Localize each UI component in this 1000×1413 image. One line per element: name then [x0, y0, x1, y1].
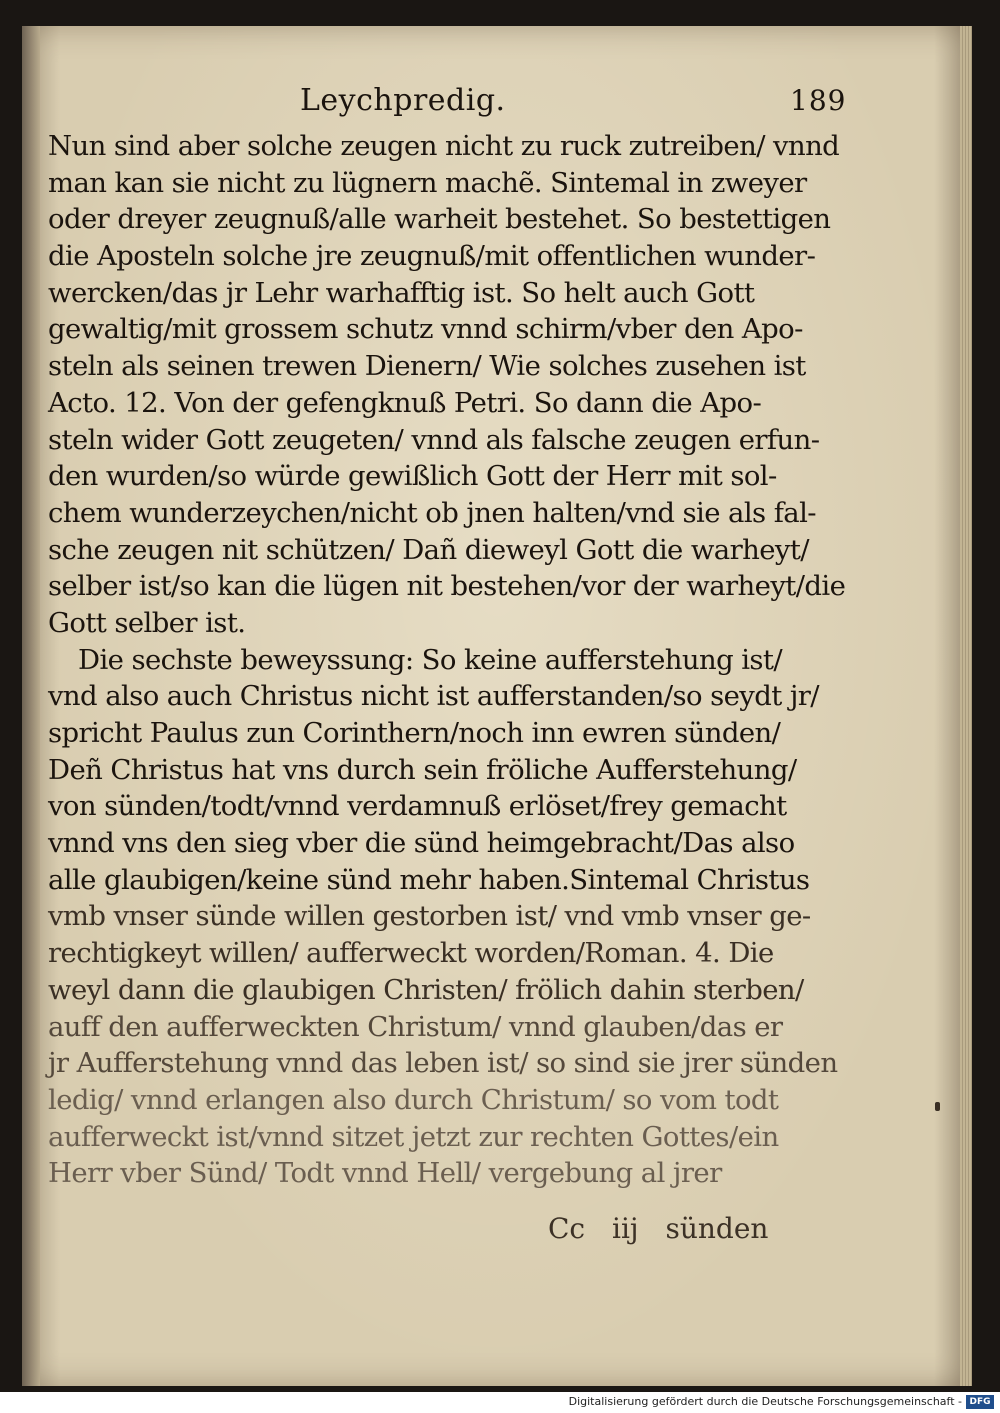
ink-speck: [935, 1102, 940, 1111]
text-line: vnd also auch Christus nicht ist aufferstanden/so seydt jr/: [48, 680, 819, 713]
page-number: 189: [790, 84, 847, 117]
text-line: man kan sie nicht zu lügnern machẽ. Sintemal in zweyer: [48, 166, 807, 199]
footer-bar: [0, 1392, 1000, 1413]
text-line: ledig/ vnnd erlangen also durch Christum/ so vom todt: [48, 1083, 779, 1116]
text-line: Herr vber Sünd/ Todt vnnd Hell/ vergebung al jrer: [48, 1157, 722, 1190]
text-line: weyl dann die glaubigen Christen/ frölich dahin sterben/: [48, 973, 804, 1006]
funding-note: Digitalisierung gefördert durch die Deutsche Forschungsgemeinschaft -: [568, 1395, 962, 1408]
text-line: den wurden/so würde gewißlich Gott der Herr mit sol-: [48, 460, 777, 493]
text-line: alle glaubigen/keine sünd mehr haben.Sintemal Christus: [48, 863, 810, 896]
text-line: aufferweckt ist/vnnd sitzet jetzt zur rechten Gottes/ein: [48, 1120, 779, 1153]
text-line: gewaltig/mit grossem schutz vnnd schirm/vber den Apo-: [48, 313, 803, 346]
text-line: steln als seinen trewen Dienern/ Wie solches zusehen ist: [48, 350, 806, 383]
text-line: auff den aufferweckten Christum/ vnnd glauben/das er: [48, 1010, 783, 1043]
page-gutter: [22, 26, 40, 1386]
text-line: steln wider Gott zeugeten/ vnnd als falsche zeugen erfun-: [48, 423, 820, 456]
text-line: Die sechste beweyssung: So keine aufferstehung ist/: [78, 643, 783, 676]
text-line: selber ist/so kan die lügen nit bestehen/vor der warheyt/die: [48, 570, 846, 603]
text-line: jr Aufferstehung vnnd das leben ist/ so sind sie jrer sünden: [48, 1047, 838, 1080]
text-line: Acto. 12. Von der gefengknuß Petri. So dann die Apo-: [48, 386, 762, 419]
page-edge: [960, 26, 972, 1386]
text-line: wercken/das jr Lehr warhafftig ist. So helt auch Gott: [48, 276, 755, 309]
text-line: die Aposteln solche jre zeugnuß/mit offentlichen wunder-: [48, 240, 816, 273]
signature-catchword: Cc iij sünden: [548, 1212, 769, 1245]
running-head: Leychpredig.: [300, 83, 506, 118]
text-line: sche zeugen nit schützen/ Dañ dieweyl Gott die warheyt/: [48, 533, 809, 566]
text-line: von sünden/todt/vnnd verdamnuß erlöset/frey gemacht: [48, 790, 787, 823]
text-line: Nun sind aber solche zeugen nicht zu ruck zutreiben/ vnnd: [48, 130, 840, 162]
text-line: chem wunderzeychen/nicht ob jnen halten/vnd sie als fal-: [48, 496, 816, 529]
text-line: rechtigkeyt willen/ aufferweckt worden/Roman. 4. Die: [48, 937, 774, 970]
text-line: Gott selber ist.: [48, 606, 246, 639]
text-line: Deñ Christus hat vns durch sein fröliche Aufferstehung/: [48, 753, 797, 786]
dfg-logo: DFG: [966, 1395, 994, 1409]
text-line: spricht Paulus zun Corinthern/noch inn ewren sünden/: [48, 717, 781, 749]
text-line: vnnd vns den sieg vber die sünd heimgebracht/Das also: [48, 827, 795, 860]
text-line: oder dreyer zeugnuß/alle warheit bestehet. So bestettigen: [48, 203, 831, 236]
text-line: vmb vnser sünde willen gestorben ist/ vnd vmb vnser ge-: [48, 900, 811, 933]
body-text: [48, 128, 858, 1192]
